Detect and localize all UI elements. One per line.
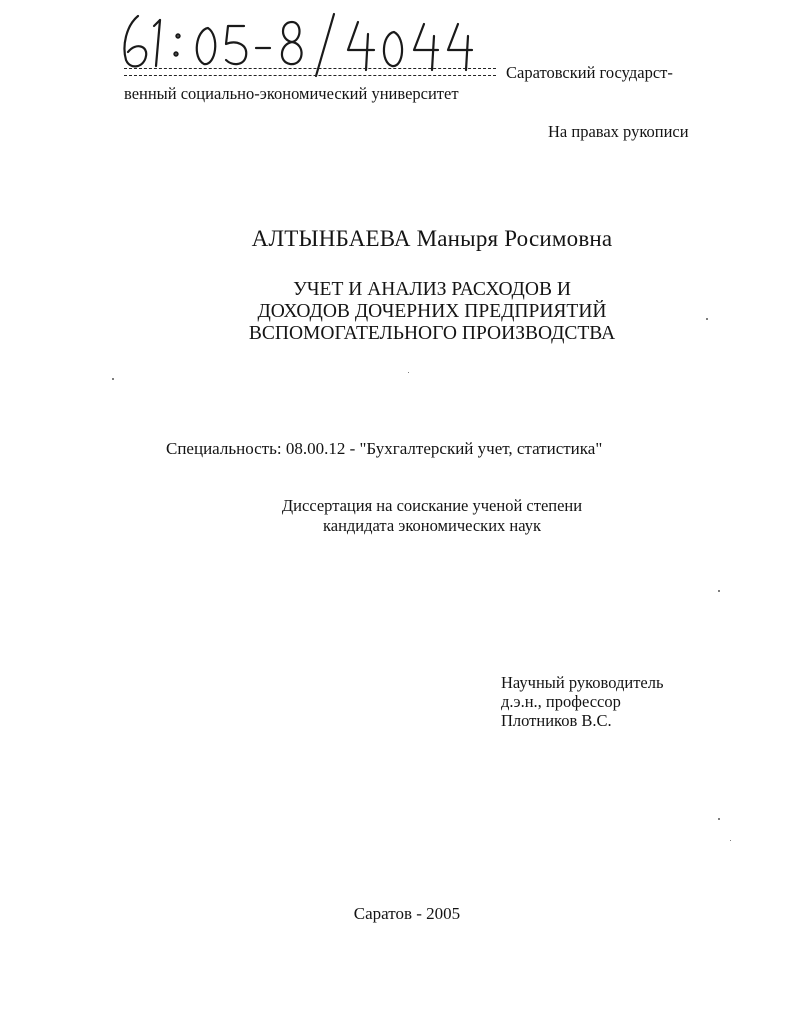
scan-speck bbox=[718, 590, 720, 592]
scan-speck bbox=[706, 318, 708, 320]
supervisor-name: Плотников В.С. bbox=[501, 711, 612, 730]
degree-line: Диссертация на соискание ученой степени bbox=[281, 496, 583, 515]
degree-line: кандидата экономических наук bbox=[322, 516, 541, 535]
manuscript-rights-note: На правах рукописи bbox=[548, 122, 689, 141]
title-line: ВСПОМОГАТЕЛЬНОГО ПРОИЗВОДСТВА bbox=[248, 323, 616, 344]
supervisor-info bbox=[501, 673, 664, 730]
dissertation-title bbox=[0, 279, 794, 345]
scan-speck bbox=[730, 840, 731, 841]
scan-speck bbox=[408, 372, 409, 373]
specialty-line: Специальность: 08.00.12 - "Бухгалтерский учет, статистика" bbox=[166, 439, 603, 458]
city-and-year: Саратов - 2005 bbox=[353, 904, 461, 923]
title-line: ДОХОДОВ ДОЧЕРНИХ ПРЕДПРИЯТИЙ bbox=[257, 301, 607, 322]
scan-speck bbox=[718, 818, 720, 820]
author-name: АЛТЫНБАЕВА Маныря Росимовна bbox=[251, 226, 613, 251]
supervisor-role: Научный руководитель bbox=[501, 673, 664, 692]
dashed-rule-top bbox=[124, 68, 496, 69]
dashed-rule-bottom bbox=[124, 75, 496, 76]
title-line: УЧЕТ И АНАЛИЗ РАСХОДОВ И bbox=[293, 279, 571, 300]
degree-statement bbox=[0, 496, 794, 536]
university-name-line-1: Саратовский государст- bbox=[506, 63, 673, 82]
scan-speck bbox=[112, 378, 114, 380]
supervisor-degree: д.э.н., профессор bbox=[501, 692, 621, 711]
university-name-line-2: венный социально-экономический университет bbox=[124, 84, 459, 103]
